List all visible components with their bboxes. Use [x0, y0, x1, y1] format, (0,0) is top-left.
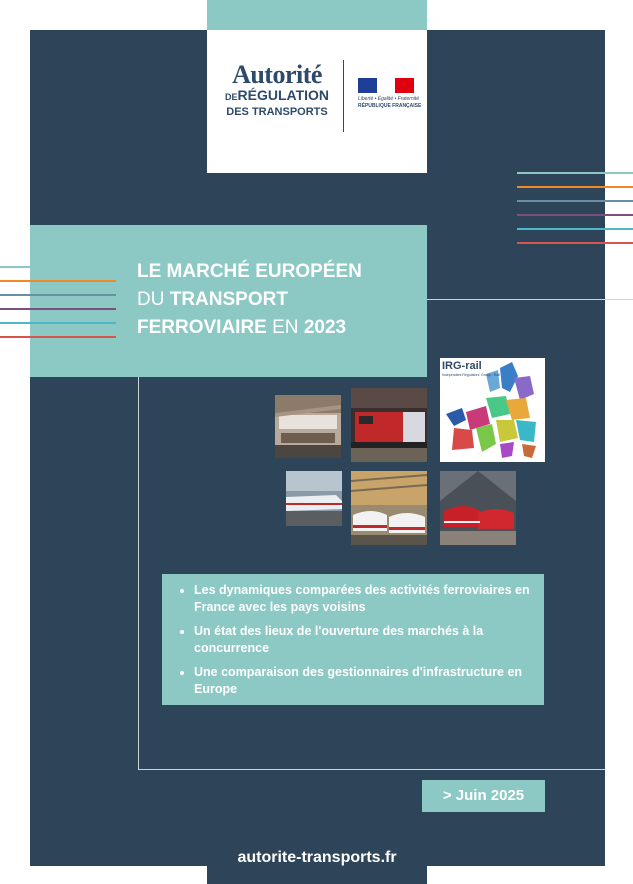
stripe-left-3 — [0, 294, 116, 296]
stripe-right-2 — [517, 186, 633, 188]
document-title — [137, 258, 417, 342]
highlights-list — [162, 574, 544, 698]
stripe-left-1 — [0, 266, 116, 268]
highlight-item: • Une comparaison des gestionnaires d'infrastructure en Europe — [194, 664, 536, 698]
top-tab — [207, 0, 427, 30]
highlight-item: • Les dynamiques comparées des activités ferroviaires en France avec les pays voisins — [194, 582, 536, 616]
website-url[interactable]: autorite-transports.fr — [237, 849, 397, 866]
stripe-right-4 — [517, 214, 633, 216]
publication-date: > Juin 2025 — [422, 780, 545, 812]
stripe-right-3 — [517, 200, 633, 202]
photo-white-train — [286, 471, 342, 526]
highlights-box — [162, 574, 544, 705]
stripe-left-5 — [0, 322, 116, 324]
highlight-item: • Un état des lieux de l'ouverture des marchés à la concurrence — [194, 623, 536, 657]
stripe-left-4 — [0, 308, 116, 310]
photo-red-locomotive — [351, 388, 427, 462]
title-line2-a: DU — [137, 289, 170, 310]
logo-de: DE — [224, 92, 238, 102]
photo-station-hall — [275, 395, 341, 458]
map-label: IRG-rail — [442, 360, 482, 372]
frame-line-left — [138, 377, 139, 770]
frame-line-bottom — [138, 769, 605, 770]
logo-autorite: Autorité — [232, 60, 322, 89]
photo-red-highspeed — [440, 471, 516, 545]
title-line3-c: 2023 — [303, 317, 347, 338]
logo-separator — [343, 60, 344, 132]
title-line3-b: EN — [266, 317, 304, 338]
logo-regulation — [216, 87, 338, 105]
stripe-right-6 — [517, 242, 633, 244]
title-line2-b: TRANSPORT — [169, 289, 288, 310]
title-line1: LE MARCHÉ EUROPÉEN — [137, 261, 362, 282]
art-logo — [216, 60, 338, 119]
photo-station-trains — [351, 471, 427, 545]
map-sublabel: Independent Regulators' Group - Rail — [442, 373, 500, 377]
logo-regulation-word: RÉGULATION — [237, 87, 330, 103]
republique-francaise: RÉPUBLIQUE FRANÇAISE — [358, 103, 422, 109]
stripe-right-1 — [517, 172, 633, 174]
stripe-left-2 — [0, 280, 116, 282]
stripe-right-5 — [517, 228, 633, 230]
frame-line-top — [427, 299, 633, 300]
title-line3-a: FERROVIAIRE — [137, 317, 267, 338]
marianne-flag — [358, 78, 414, 93]
stripe-left-6 — [0, 336, 116, 338]
logo-des-transports: DES TRANSPORTS — [226, 106, 328, 118]
republic-motto: Liberté • Égalité • Fraternité — [358, 96, 420, 102]
irg-rail-map — [440, 358, 545, 462]
